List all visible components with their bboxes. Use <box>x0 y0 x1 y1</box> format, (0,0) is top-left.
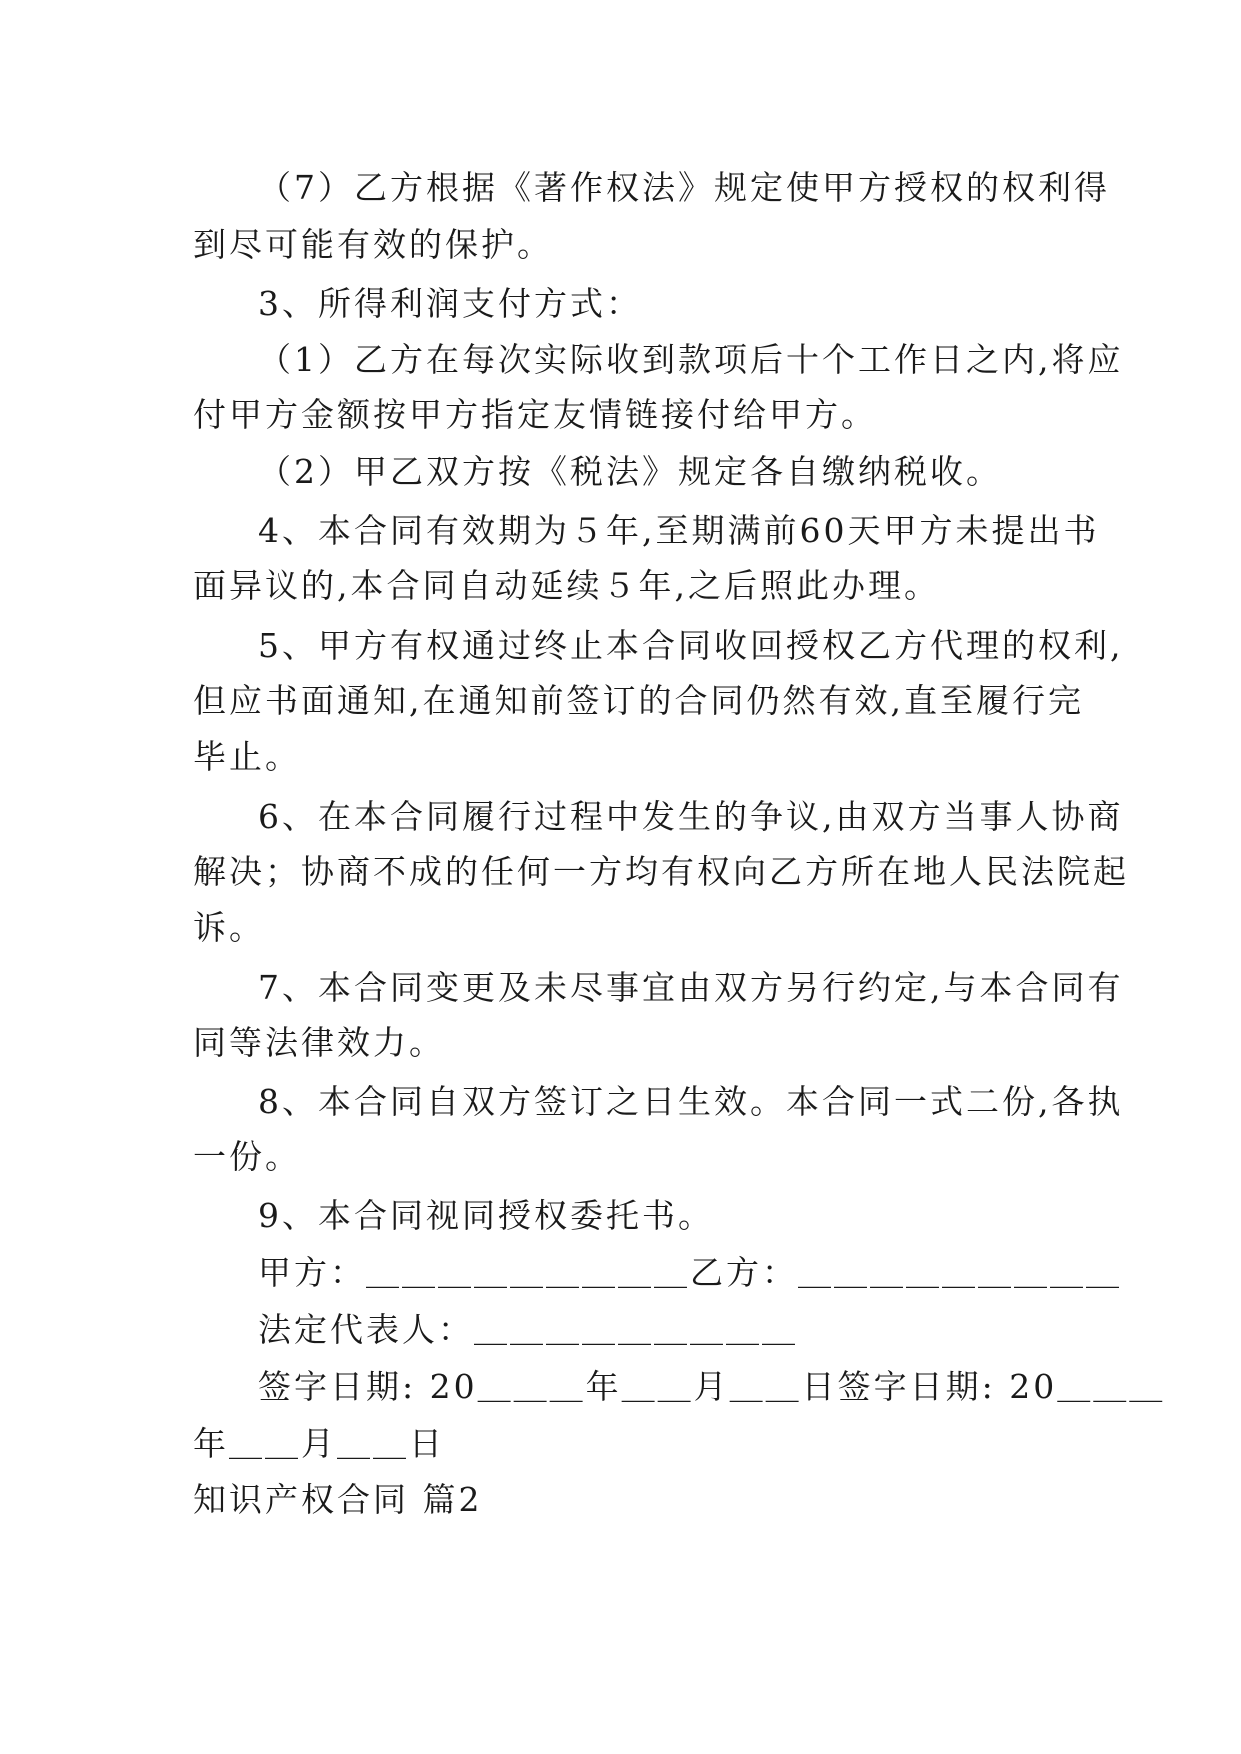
clause-3-heading: 3、所得利润支付方式： <box>258 284 642 323</box>
signature-legal-rep: 法定代表人：＿＿＿＿＿＿＿＿＿ <box>258 1310 798 1349</box>
clause-4-line-1: 4、本合同有效期为５年,至期满前60天甲方未提出书 <box>258 511 1100 550</box>
clause-7-line-1: 7、本合同变更及未尽事宜由双方另行约定,与本合同有 <box>258 968 1124 1007</box>
signature-dates-line-2: 年＿＿月＿＿日 <box>193 1424 445 1463</box>
signature-parties: 甲方：＿＿＿＿＿＿＿＿＿乙方：＿＿＿＿＿＿＿＿＿ <box>258 1253 1122 1292</box>
clause-6-line-1: 6、在本合同履行过程中发生的争议,由双方当事人协商 <box>258 797 1124 836</box>
clause-8-line-1: 8、本合同自双方签订之日生效。本合同一式二份,各执 <box>258 1082 1124 1121</box>
clause-6-line-2: 解决；协商不成的任何一方均有权向乙方所在地人民法院起 <box>193 852 1129 891</box>
clause-4-line-2: 面异议的,本合同自动延续５年,之后照此办理。 <box>193 566 940 605</box>
clause-7-line-2: 同等法律效力。 <box>193 1023 445 1062</box>
clause-5-line-1: 5、甲方有权通过终止本合同收回授权乙方代理的权利, <box>258 626 1124 665</box>
section-heading: 知识产权合同 篇2 <box>193 1480 483 1519</box>
signature-dates-line-1: 签字日期: 20＿＿＿年＿＿月＿＿日签字日期: 20＿＿＿ <box>258 1367 1166 1406</box>
clause-5-line-2: 但应书面通知,在通知前签订的合同仍然有效,直至履行完 <box>193 681 1084 720</box>
clause-3-2: （2）甲乙双方按《税法》规定各自缴纳税收。 <box>258 452 1002 491</box>
clause-2-7-line-1: （7）乙方根据《著作权法》规定使甲方授权的权利得 <box>258 168 1110 207</box>
clause-6-line-3: 诉。 <box>193 908 265 947</box>
clause-5-line-3: 毕止。 <box>193 737 301 776</box>
clause-9: 9、本合同视同授权委托书。 <box>258 1196 714 1235</box>
clause-3-1-line-2: 付甲方金额按甲方指定友情链接付给甲方。 <box>193 395 877 434</box>
clause-3-1-line-1: （1）乙方在每次实际收到款项后十个工作日之内,将应 <box>258 340 1124 379</box>
clause-2-7-line-2: 到尽可能有效的保护。 <box>193 225 553 264</box>
clause-8-line-2: 一份。 <box>193 1137 301 1176</box>
